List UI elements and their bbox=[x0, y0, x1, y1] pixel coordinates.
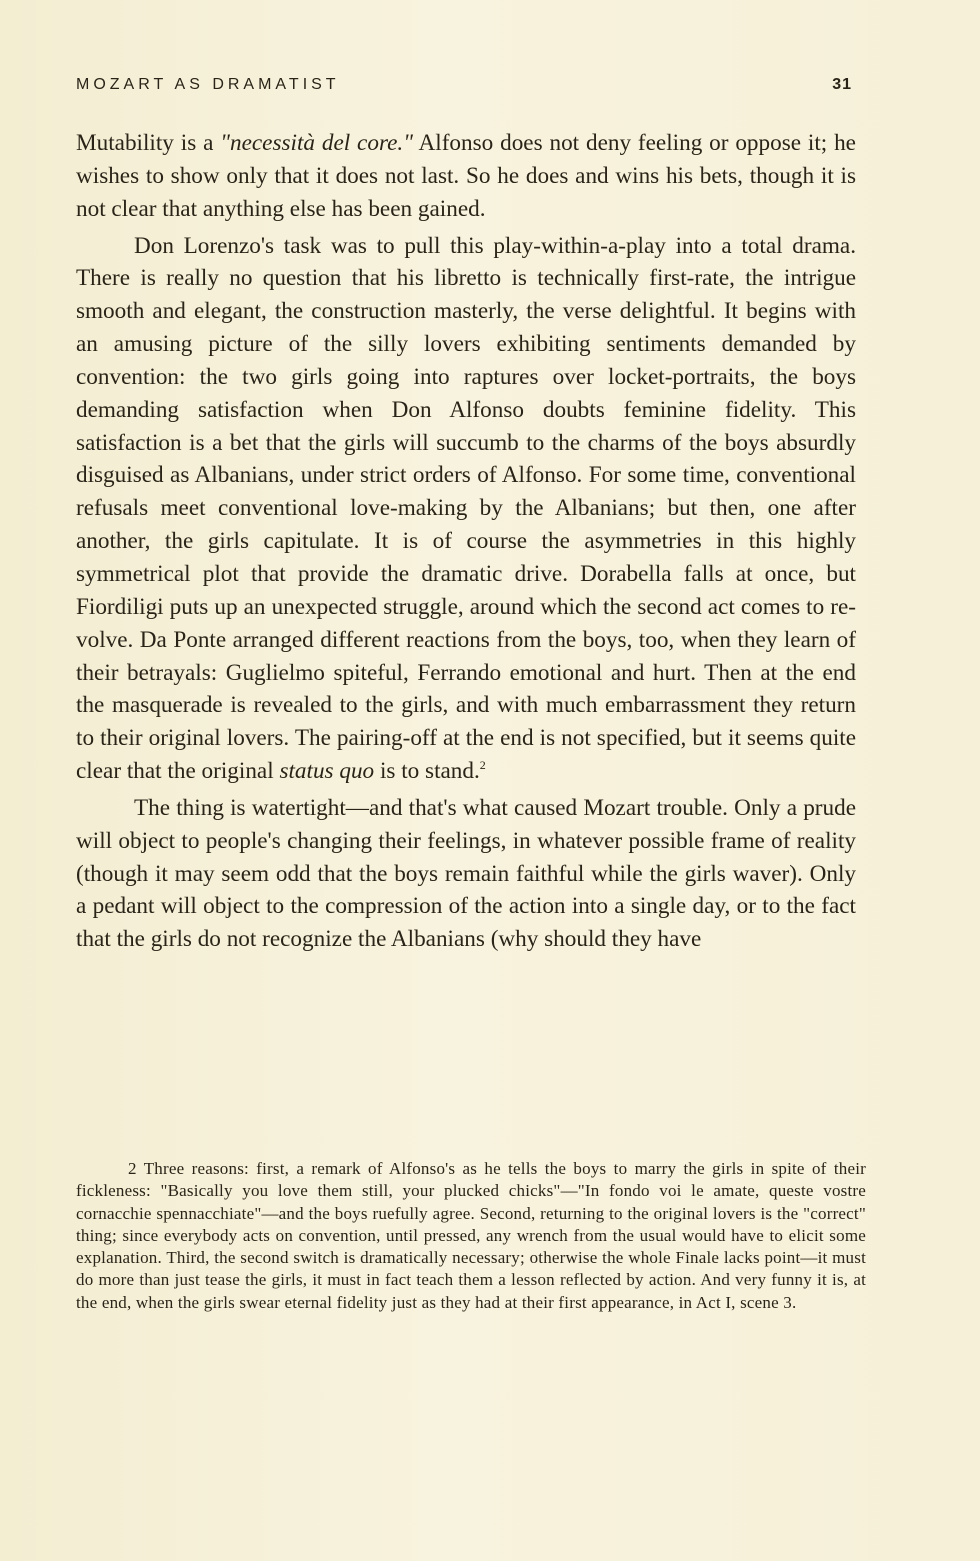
paragraph-1 bbox=[76, 127, 856, 226]
paragraph-3 bbox=[76, 792, 856, 956]
paragraph-2 bbox=[76, 230, 856, 788]
body-text bbox=[76, 127, 856, 960]
paragraph-2-text-b: is to stand. bbox=[374, 758, 480, 785]
paragraph-1-italic: "necessità del core." bbox=[220, 130, 413, 156]
paragraph-1-text-b: Alfonso does not deny feeling or oppose it; he wishes to show only that it does not last. So he does and wins his bets, though it is not clear that anything else has been gained. bbox=[76, 130, 856, 222]
footnote: 2 Three reasons: first, a remark of Alfonso's as he tells the boys to marry the girls in spite of their fickleness: "Basically you love them still, your plucked chicks"—"In fondo voi le amate, queste vostre cornacchie spennacchiate"—and the boys ruefully agree. Second, returning to the original lovers is the "correct" thing; since everybody acts on convention, until pressed, any wrench from the usual would have to elicit some explanation. Third, the second switch is dramatically necessary; otherwise the whole Finale lacks point—it must do more than just tease the girls, it must in fact teach them a lesson reflected by action. And very funny it is, at the end, when the girls swear eternal fidelity just as they had at their first appearance, in Act I, scene 3. bbox=[76, 1159, 866, 1312]
footnote-reference: 2 bbox=[479, 758, 486, 773]
paragraph-2-text-a: Don Lorenzo's task was to pull this play-within-a-play into a total drama. There is really no question that his libretto is technically first-rate, the intrigue smooth and elegant, the construction masterly, the verse delightful. It begins with an amusing picture of the silly lovers exhibiting sentiments demanded by convention: the two girls going into raptures over locket-portraits, the boys demanding satisfaction when Don Alfonso doubts feminine fidelity. This satisfaction is a bet that the girls will succumb to the charms of the boys absurdly disguised as Albanians, under strict orders of Alfonso. For some time, conventional refusals meet conventional love-making by the Albanians; but then, one after another, the girls capitulate. It is of course the asymmetries in this highly symmetrical plot that provide the dramatic drive. Dorabella falls at once, but Fiordiligi puts up an unexpected struggle, around which the second act comes to revolve. Da Ponte arranged different reactions from the boys, too, when they learn of their betrayals: Guglielmo spiteful, Ferrando emotional and hurt. Then at the end the masquerade is revealed to the girls, and with much embarrassment they return to their original lovers. The pairing-off at the end is not specified, but it seems quite clear that the original bbox=[76, 232, 856, 785]
running-head-title: MOZART AS DRAMATIST bbox=[76, 76, 340, 93]
paragraph-1-text-a: Mutability is a bbox=[76, 130, 221, 156]
page-number: 31 bbox=[832, 76, 852, 93]
paragraph-3-text: The thing is watertight—and that's what caused Mozart trouble. Only a prude will object to people's changing their feelings, in whatever possible frame of reality (though it may seem odd that the boys remain faithful while the girls waver). Only a pedant will object to the compression of the action into a single day, or to the fact that the girls do not recognize the Albanians (why should they have bbox=[76, 794, 856, 953]
paragraph-2-italic: status quo bbox=[279, 758, 375, 785]
running-head bbox=[76, 76, 856, 100]
